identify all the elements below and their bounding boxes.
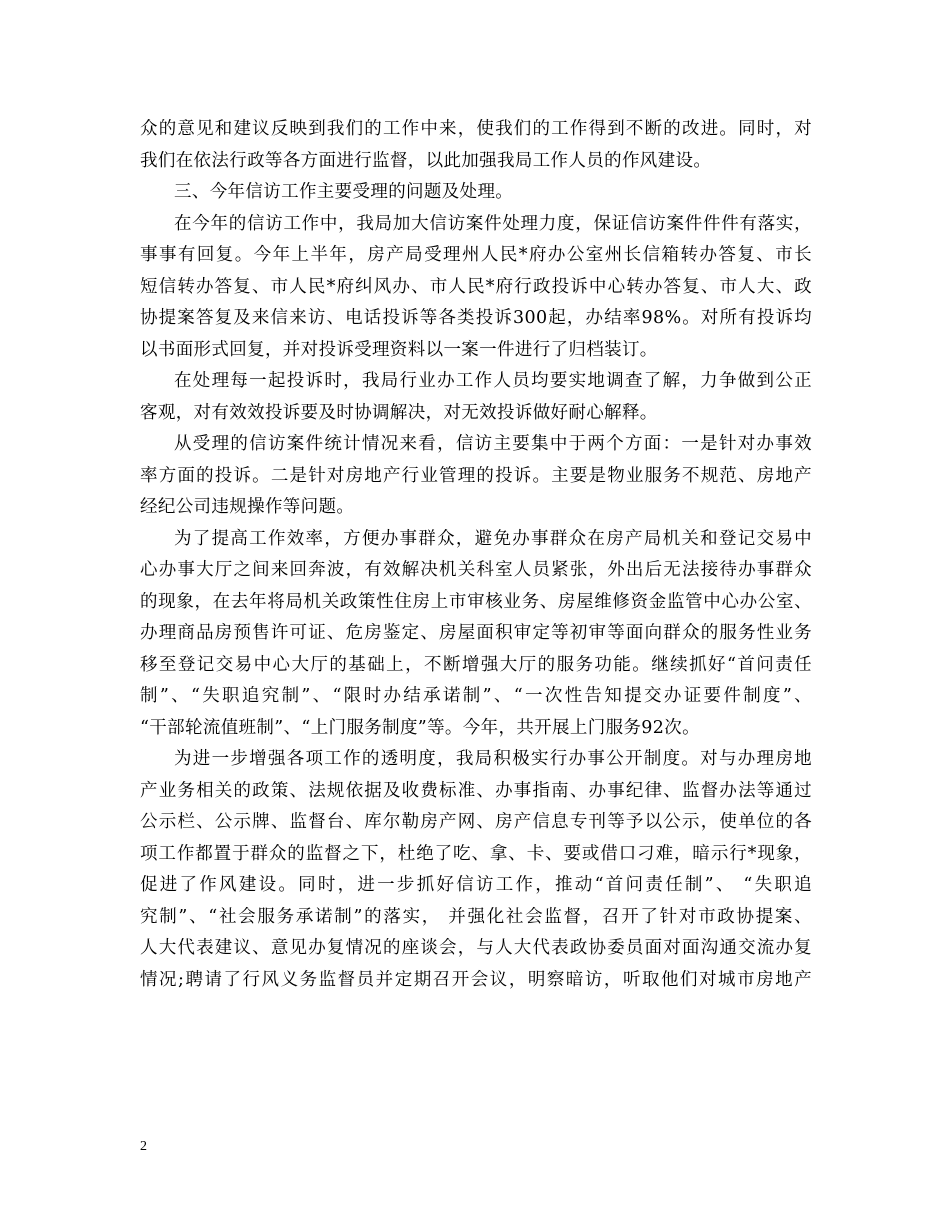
text-line: 为了提高工作效率，方便办事群众，避免办事群众在房产局机关和登记交易中 — [174, 528, 812, 549]
text-line: 产业务相关的政策、法规依据及收费标准、办事指南、办事纪律、监督办法等通过 — [140, 780, 812, 801]
page-number: 2 — [140, 1139, 147, 1154]
text-line: 短信转办答复、市人民*府纠风办、市人民*府行政投诉中心转办答复、市人大、政 — [140, 276, 812, 297]
text-line: 客观，对有效效投诉要及时协调解决，对无效投诉做好耐心解释。 — [140, 402, 658, 423]
text-line: 移至登记交易中心大厅的基础上，不断增强大厅的服务功能。继续抓好“首问责任 — [140, 654, 812, 675]
text-line: 率方面的投诉。二是针对房地产行业管理的投诉。主要是物业服务不规范、房地产 — [140, 465, 812, 486]
text-line: 的现象，在去年将局机关政策性住房上市审核业务、房屋维修资金监管中心办公室、 — [140, 591, 812, 612]
text-line: 在今年的信访工作中，我局加大信访案件处理力度，保证信访案件件件有落实， — [174, 213, 812, 234]
text-line: “干部轮流值班制”、“上门服务制度”等。今年，共开展上门服务92次。 — [140, 717, 700, 738]
text-line: 制”、“失职追究制”、“限时办结承诺制”、“一次性告知提交办证要件制度”、 — [140, 686, 812, 706]
text-line: 为进一步增强各项工作的透明度，我局积极实行办事公开制度。对与办理房地 — [174, 749, 812, 769]
text-line: 究制”、“社会服务承诺制”的落实， 并强化社会监督，召开了针对市政协提案、 — [140, 906, 812, 927]
text-line: 情况;聘请了行风义务监督员并定期召开会议，明察暗访，听取他们对城市房地产 — [140, 969, 812, 990]
text-line: 人大代表建议、意见办复情况的座谈会，与人大代表政协委员面对面沟通交流办复 — [140, 938, 812, 958]
text-line: 心办事大厅之间来回奔波，有效解决机关科室人员紧张，外出后无法接待办事群众 — [140, 560, 812, 580]
section-heading: 三、今年信访工作主要受理的问题及处理。 — [174, 182, 514, 202]
text-line: 经纪公司违规操作等问题。 — [140, 497, 355, 517]
text-line: 众的意见和建议反映到我们的工作中来，使我们的工作得到不断的改进。同时，对 — [140, 119, 812, 139]
text-line: 协提案答复及来信来访、电话投诉等各类投诉300起，办结率98%。对所有投诉均 — [140, 308, 812, 328]
text-line: 项工作都置于群众的监督之下，杜绝了吃、拿、卡、要或借口刁难，暗示行*现象， — [140, 843, 812, 864]
body-text — [140, 114, 812, 996]
text-line: 从受理的信访案件统计情况来看，信访主要集中于两个方面：一是针对办事效 — [174, 434, 812, 454]
text-line: 以书面形式回复，并对投诉受理资料以一案一件进行了归档装订。 — [140, 339, 658, 360]
text-line: 办理商品房预售许可证、危房鉴定、房屋面积审定等初审等面向群众的服务性业务 — [140, 623, 812, 643]
text-line: 促进了作风建设。同时，进一步抓好信访工作，推动“首问责任制”、 “失职追 — [140, 875, 812, 895]
text-line: 我们在依法行政等各方面进行监督，以此加强我局工作人员的作风建设。 — [140, 150, 712, 171]
text-line: 事事有回复。今年上半年，房产局受理州人民*府办公室州长信箱转办答复、市长 — [140, 245, 812, 265]
text-line: 公示栏、公示牌、监督台、库尔勒房产网、房产信息专刊等予以公示，使单位的各 — [140, 812, 812, 832]
text-line: 在处理每一起投诉时，我局行业办工作人员均要实地调查了解，力争做到公正 — [174, 371, 812, 391]
